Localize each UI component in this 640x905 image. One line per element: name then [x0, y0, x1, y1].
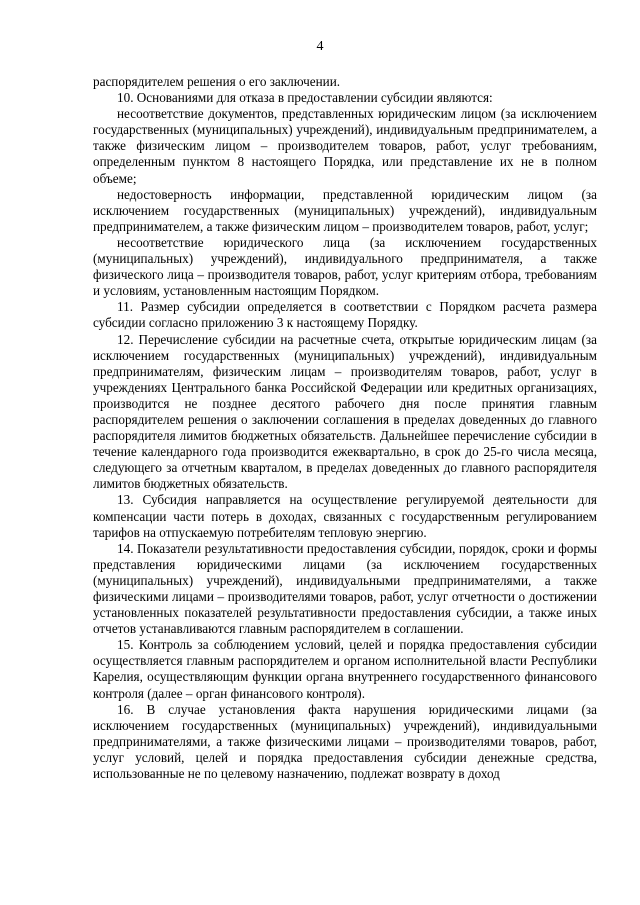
- paragraph-12: 12. Перечисление субсидии на расчетные счета, открытые юридическим лицам (за исключением государственных (муниципальных) учреждений), индивидуальным предпринимателям, физическим лицам – производителям товаров, работ, услуг в учреждениях Центрального банка Российской Федерации или кредитных организациях, производится не позднее десятого рабочего дня после принятия главным распорядителем решения о заключении соглашения в пределах доведенных до главного распорядителя лимитов бюджетных обязательств. Дальнейшее перечисление субсидии в течение календарного года производится ежеквартально, в срок до 25-го числа месяца, следующего за отчетным кварталом, в пределах доведенных до главного распорядителя лимитов бюджетных обязательств.: [93, 331, 597, 492]
- paragraph-10-item-3: несоответствие юридического лица (за исключением государственных (муниципальных) учреждений), индивидуального предпринимателя, а также физического лица – производителя товаров, работ, услуг критериям отбора, требованиям и условиям, установленным настоящим Порядком.: [93, 234, 597, 299]
- paragraph-continuation: распорядителем решения о его заключении.: [93, 74, 341, 89]
- paragraph-13: 13. Субсидия направляется на осуществление регулируемой деятельности для компенсации части потерь в доходах, связанных с государственным регулированием тарифов на отпускаемую потребителям тепловую энергию.: [93, 492, 597, 540]
- document-body: [93, 74, 597, 782]
- paragraph-16: 16. В случае установления факта нарушения юридическими лицами (за исключением государственных (муниципальных) учреждений), индивидуальными предпринимателями, а также физическими лицами – производителями товаров, работ, услуг условий, целей и порядка предоставления субсидии денежные средства, использованные не по целевому назначению, подлежат возврату в доход: [93, 701, 597, 782]
- paragraph-10-item-1: несоответствие документов, представленных юридическим лицом (за исключением государственных (муниципальных) учреждений), индивидуальным предпринимателем, а также физическим лицом – производителем товаров, работ, услуг требованиям, определенным пунктом 8 настоящего Порядка, или представление их не в полном объеме;: [93, 106, 597, 186]
- paragraph-11: 11. Размер субсидии определяется в соответствии с Порядком расчета размера субсидии согласно приложению 3 к настоящему Порядку.: [93, 299, 597, 331]
- page-number: 4: [316, 39, 324, 54]
- paragraph-10: 10. Основаниями для отказа в предоставлении субсидии являются:: [117, 90, 493, 106]
- paragraph-15: 15. Контроль за соблюдением условий, целей и порядка предоставления субсидии осуществляется главным распорядителем и органом исполнительной власти Республики Карелия, осуществляющим функции органа внутреннего государственного финансового контроля (далее – орган финансового контроля).: [93, 637, 597, 701]
- paragraph-14: 14. Показатели результативности предоставления субсидии, порядок, сроки и формы представления юридическими лицами (за исключением государственных (муниципальных) учреждений), индивидуальными предпринимателями, а также физическими лицами – производителями товаров, работ, услуг отчетности о достижении установленных показателей результативности предоставления субсидии, а также иных отчетов устанавливаются главным распорядителем в соглашении.: [93, 540, 597, 637]
- paragraph-10-item-2: недостоверность информации, представленной юридическим лицом (за исключением государственных (муниципальных) учреждений), индивидуальным предпринимателем, а также физическим лицом – производителем товаров, работ, услуг;: [93, 186, 597, 234]
